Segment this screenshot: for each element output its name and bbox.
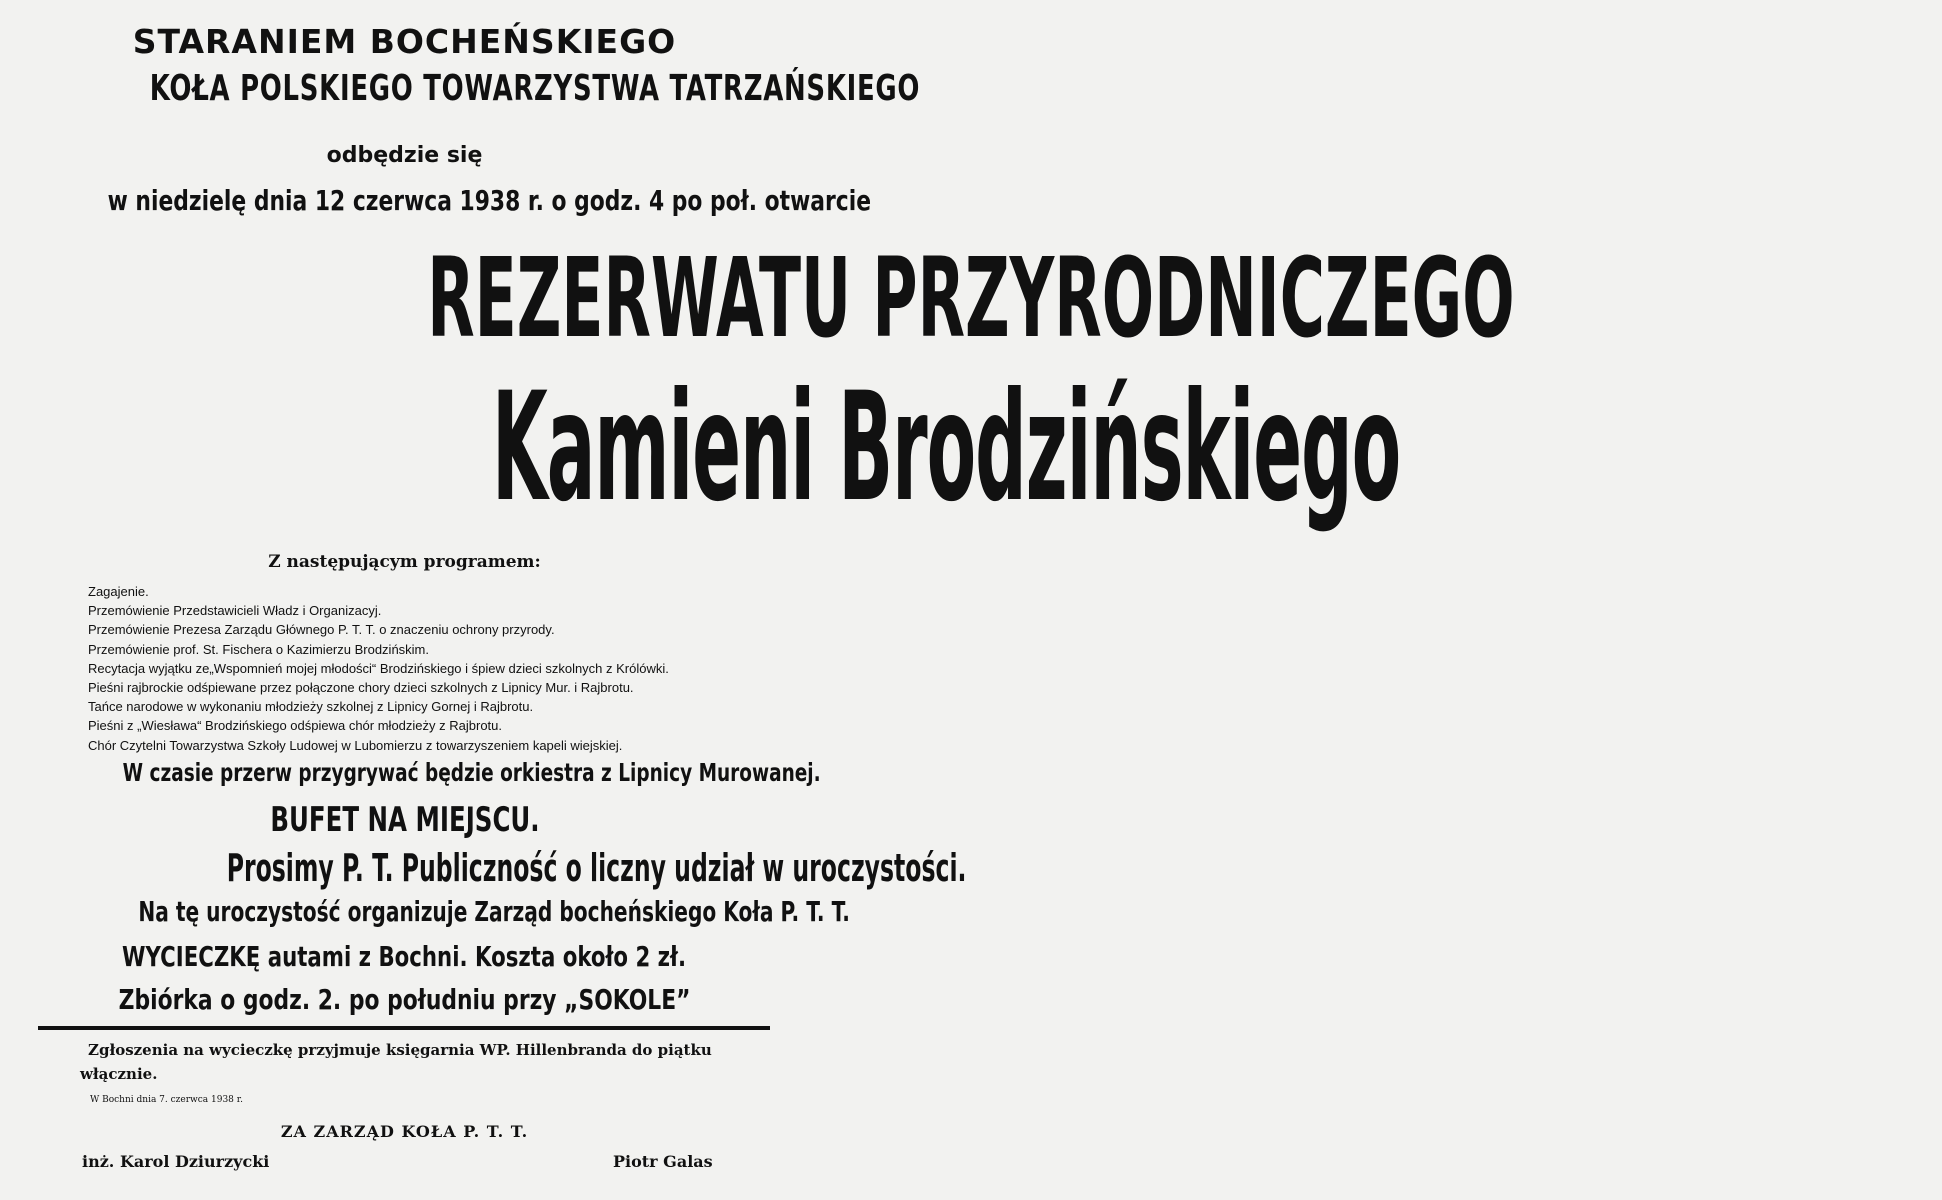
program-item: Zagajenie.	[88, 584, 149, 599]
program-item: Przemówienie Przedstawicieli Władz i Organizacyj.	[88, 603, 382, 619]
program-item: Przemówienie prof. St. Fischera o Kazimierzu Brodzińskim.	[88, 641, 430, 657]
orchestra-notice	[0, 758, 821, 787]
header-line-2	[0, 68, 921, 109]
meeting-notice-text: Zbiórka o godz. 2. po południu przy „SOKOLE”	[118, 983, 691, 1016]
organize-notice-text: Na tę uroczystość organizuje Zarząd bocheńskiego Koła P. T. T.	[138, 895, 850, 928]
program-heading: Z następującym programem:	[268, 552, 541, 572]
program-item: Chór Czytelni Towarzystwa Szkoły Ludowej w Lubomierzu z towarzyszeniem kapeli wiejskiej.	[88, 737, 623, 753]
title-line-1	[0, 234, 1515, 362]
registration-notice	[80, 1038, 788, 1086]
program-item: Przemówienie Prezesa Zarządu Głównego P. T. T. o znaczeniu ochrony przyrody.	[88, 622, 555, 638]
trip-notice-text: WYCIECZKĘ autami z Bochni. Koszta około 2 zł.	[122, 940, 687, 973]
invite-notice-text: Prosimy P. T. Publiczność o liczny udział w uroczystości.	[226, 846, 967, 890]
meeting-notice	[0, 983, 809, 1016]
title-line-2	[0, 361, 1401, 535]
trip-notice	[0, 940, 809, 973]
board-heading: ZA ZARZĄD KOŁA P. T. T.	[280, 1122, 529, 1141]
issue-date: W Bochni dnia 7. czerwca 1938 r.	[90, 1095, 243, 1105]
header-line-1: STARANIEM BOCHEŃSKIEGO	[132, 22, 677, 61]
program-item: Recytacja wyjątku ze„Wspomnień mojej młodości“ Brodzińskiego i śpiew dzieci szkolnych z Królówki.	[88, 660, 669, 676]
header-line-3: odbędzie się	[326, 143, 483, 168]
registration-line-2: włącznie.	[80, 1065, 158, 1083]
registration-line-1: Zgłoszenia na wycieczkę przyjmuje księgarnia WP. Hillenbranda do piątku	[88, 1041, 712, 1059]
buffet-notice-text: BUFET NA MIEJSCU.	[269, 800, 540, 840]
signature-left: inż. Karol Dziurzycki	[82, 1152, 270, 1171]
program-item: Tańce narodowe w wykonaniu młodzieży szkolnej z Lipnicy Gornej i Rajbrotu.	[88, 699, 534, 715]
orchestra-notice-text: W czasie przerw przygrywać będzie orkiestra z Lipnicy Murowanej.	[122, 758, 821, 787]
signature-right: Piotr Galas	[613, 1152, 713, 1171]
buffet-notice	[0, 800, 809, 840]
program-item: Pieśni z „Wiesława“ Brodzińskiego odśpiewa chór młodzieży z Rajbrotu.	[88, 718, 503, 734]
program-list	[88, 582, 788, 755]
header-line-4	[0, 184, 872, 217]
program-item: Pieśni rajbrockie odśpiewane przez połączone chory dzieci szkolnych z Lipnicy Mur. i Rajbrotu.	[88, 680, 634, 696]
header-line-4-text: w niedzielę dnia 12 czerwca 1938 r. o godz. 4 po poł. otwarcie	[107, 184, 872, 217]
organize-notice	[0, 895, 850, 928]
title-line-1-text: REZERWATU PRZYRODNICZEGO	[427, 234, 1515, 362]
divider-rule	[38, 1026, 770, 1030]
title-line-2-text: Kamieni Brodzińskiego	[491, 361, 1401, 535]
header-line-2-text: KOŁA POLSKIEGO TOWARZYSTWA TATRZAŃSKIEGO	[149, 68, 921, 109]
invite-notice	[0, 846, 967, 890]
